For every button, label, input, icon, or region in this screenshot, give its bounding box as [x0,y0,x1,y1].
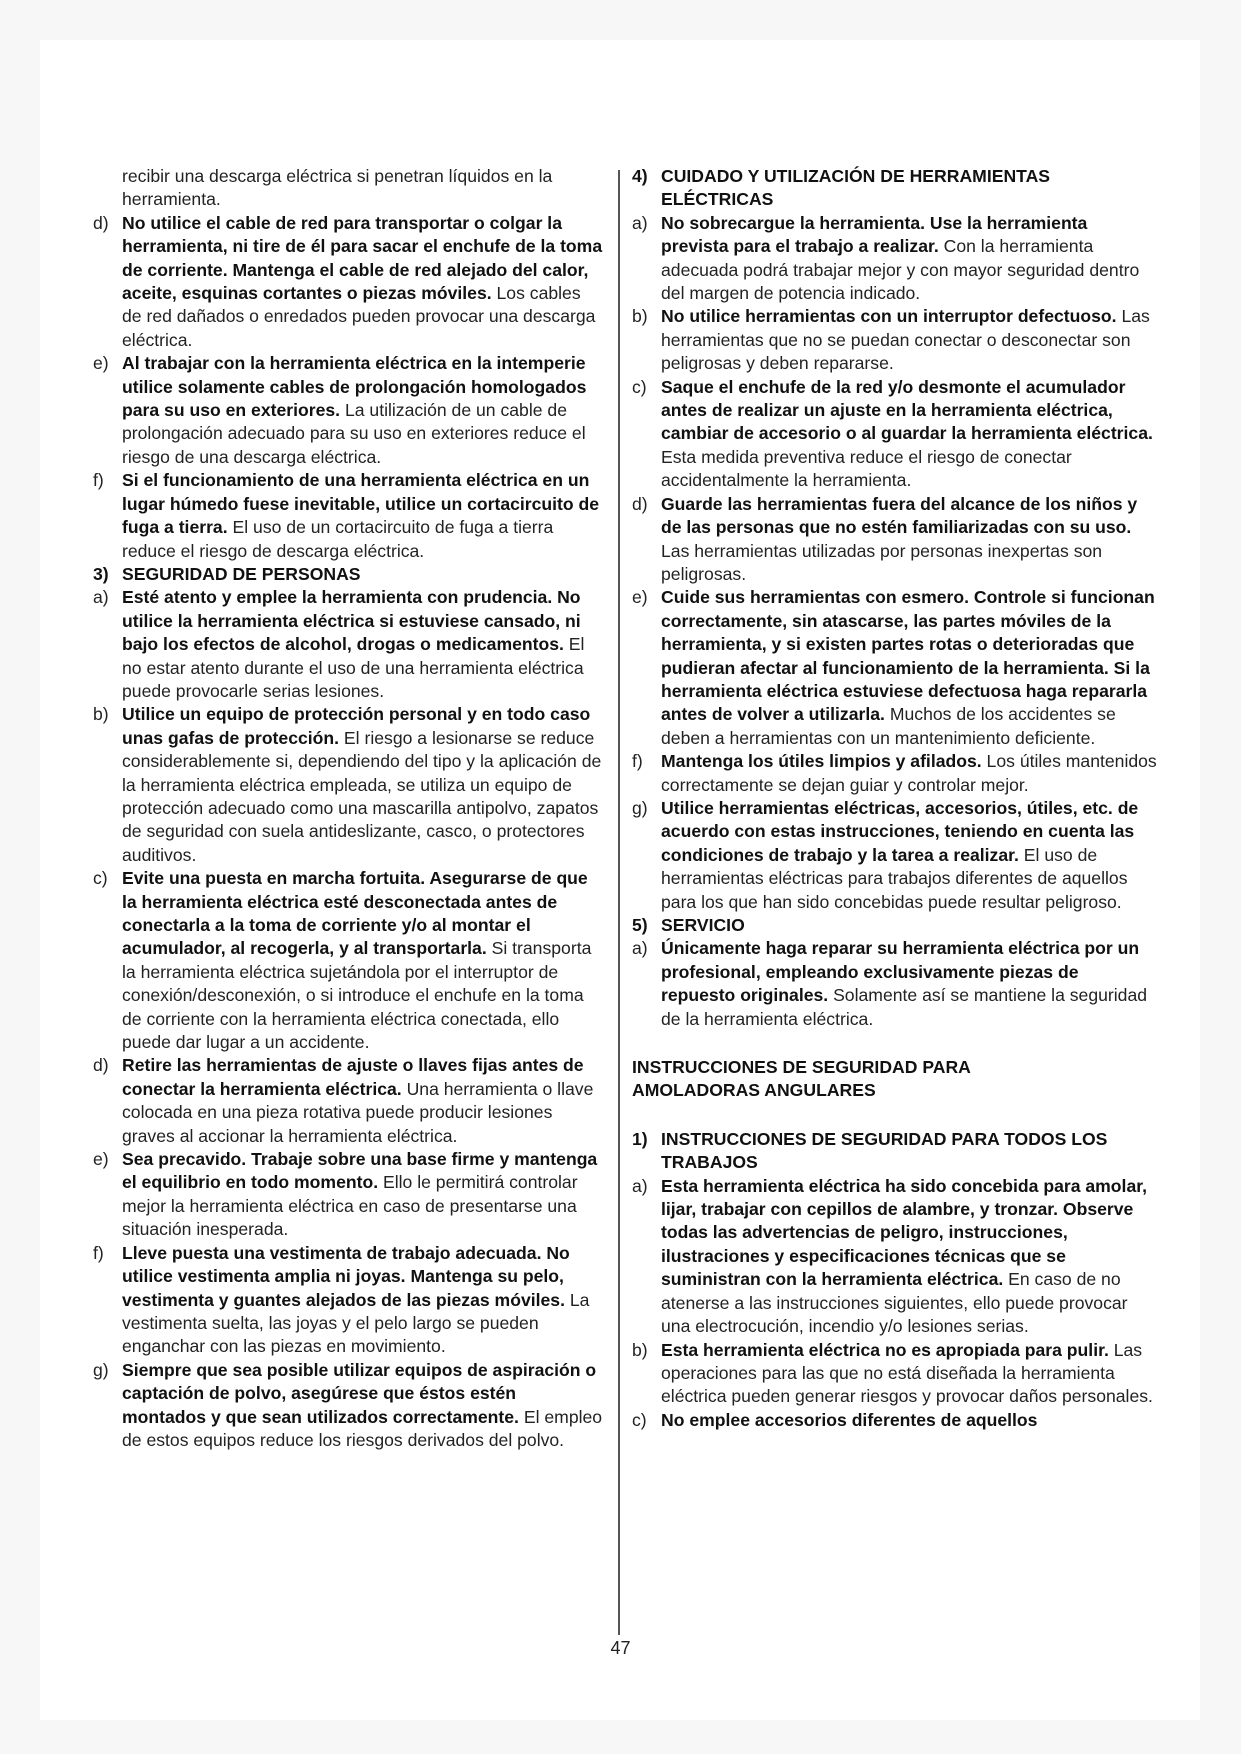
list-item: a) No sobrecargue la herramienta. Use la herramienta prevista para el trabajo a realizar. Con la herramienta adecuada podrá trabajar mejor y con mayor seguridad dentro del margen de potencia indicado. [632,212,1140,304]
list-item: a) Esté atento y emplee la herramienta con prudencia. No utilice la herramienta eléctrica si estuviese cansado, ni bajo los efectos de alcohol, drogas o medicamentos. El no estar atento durante el uso de una herramienta eléctrica puede provocarle serias lesiones. [93,587,585,701]
list-item: d) Retire las herramientas de ajuste o llaves fijas antes de conectar la herramienta eléctrica. Una herramienta o llave colocada en una pieza rotativa puede producir lesiones graves al accionar la herramienta eléctrica. [93,1055,594,1146]
left-column [93,165,603,1452]
continuation-text: recibir una descarga eléctrica si penetran líquidos en la herramienta. [122,166,553,210]
main-heading: INSTRUCCIONES DE SEGURIDAD PARA AMOLADORAS ANGULARES [632,1057,971,1101]
list-item: f) Mantenga los útiles limpios y afilados. Los útiles mantenidos correctamente se dejan guiar y controlar mejor. [632,751,1157,795]
right-column [632,165,1157,1432]
column-divider [618,170,620,1635]
spacer [632,1031,1157,1056]
list-item: g) Utilice herramientas eléctricas, accesorios, útiles, etc. de acuerdo con estas instrucciones, teniendo en cuenta las condiciones de trabajo y la tarea a realizar. El uso de herramientas eléctricas para trabajos diferentes de aquellos para los que han sido concebidas puede resultar peligroso. [632,797,1139,912]
list-item: f) Lleve puesta una vestimenta de trabajo adecuada. No utilice vestimenta amplia ni joyas. Mantenga su pelo, vestimenta y guantes alejados de las piezas móviles. La vestimenta suelta, las joyas y el pelo largo se pueden enganchar con las piezas en movimiento. [93,1242,590,1357]
spacer [632,1103,1157,1128]
list-item: b) Utilice un equipo de protección personal y en todo caso unas gafas de protección. El riesgo a lesionarse se reduce considerablemente si, dependiendo del tipo y la aplicación de la herramienta eléctrica empleada, se utiliza un equipo de protección adecuado como una mascarilla antipolvo, zapatos de seguridad con suela antideslizante, casco, o protectores auditivos. [93,704,602,865]
list-item: g) Siempre que sea posible utilizar equipos de aspiración o captación de polvo, asegúrese que éstos estén montados y que sean utilizados correctamente. El empleo de estos equipos reduce los riesgos derivados del polvo. [93,1359,603,1450]
list-item: d) No utilice el cable de red para transportar o colgar la herramienta, ni tire de él para sacar el enchufe de la toma de corriente. Mantenga el cable de red alejado del calor, aceite, esquinas cortantes o piezas móviles. Los cables de red dañados o enredados pueden provocar una descarga eléctrica. [93,212,603,350]
list-item: f) Si el funcionamiento de una herramienta eléctrica en un lugar húmedo fuese inevitable, utilice un cortacircuito de fuga a tierra. El uso de un cortacircuito de fuga a tierra reduce el riesgo de descarga eléctrica. [93,470,600,561]
list-item: e) Cuide sus herramientas con esmero. Controle si funcionan correctamente, sin atascarse, las partes móviles de la herramienta, y si existen partes rotas o deterioradas que pudieran afectar al funcionamiento de la herramienta. Si la herramienta eléctrica estuviese defectuosa haga repararla antes de volver a utilizarla. Muchos de los accidentes se deben a herramientas con un mantenimiento deficiente. [632,587,1155,748]
section-heading: 1) INSTRUCCIONES DE SEGURIDAD PARA TODOS LOS TRABAJOS [632,1128,1108,1173]
list-item: c) Evite una puesta en marcha fortuita. Asegurarse de que la herramienta eléctrica esté desconectada antes de conectarla a la toma de corriente y/o al montar el acumulador, al recogerla, y al transportarla. Si transporta la herramienta eléctrica sujetándola por el interruptor de conexión/desconexión, o si introduce el enchufe en la toma de corriente con la herramienta eléctrica conectada, ello puede dar lugar a un accidente. [93,868,592,1053]
list-item: d) Guarde las herramientas fuera del alcance de los niños y de las personas que no estén familiarizadas con su uso. Las herramientas utilizadas por personas inexpertas son peligrosas. [632,493,1138,584]
list-item: a) Esta herramienta eléctrica ha sido concebida para amolar, lijar, trabajar con cepillos de alambre, y tronzar. Observe todas las advertencias de peligro, instrucciones, ilustraciones y especificaciones técnicas que se suministran con la herramienta eléctrica. En caso de no atenerse a las instrucciones siguientes, ello puede provocar una electrocución, incendio y/o lesiones serias. [632,1175,1147,1337]
list-item: e) Sea precavido. Trabaje sobre una base firme y mantenga el equilibrio en todo momento. Ello le permitirá controlar mejor la herramienta eléctrica en caso de presentarse una situación inesperada. [93,1149,598,1240]
section-heading: 5) SERVICIO [632,915,745,935]
list-item: e) Al trabajar con la herramienta eléctrica en la intemperie utilice solamente cables de prolongación homologados para su uso en exteriores. La utilización de un cable de prolongación adecuado para su uso en exteriores reduce el riesgo de una descarga eléctrica. [93,353,587,467]
list-item: c) Saque el enchufe de la red y/o desmonte el acumulador antes de realizar un ajuste en la herramienta eléctrica, cambiar de accesorio o al guardar la herramienta eléctrica. Esta medida preventiva reduce el riesgo de conectar accidentalmente la herramienta. [632,376,1153,491]
list-item: b) No utilice herramientas con un interruptor defectuoso. Las herramientas que no se puedan conectar o desconectar son peligrosas y deben repararse. [632,306,1150,374]
list-item: a) Únicamente haga reparar su herramienta eléctrica por un profesional, empleando exclusivamente piezas de repuesto originales. Solamente así se mantiene la seguridad de la herramienta eléctrica. [632,938,1148,1029]
section-heading: 4) CUIDADO Y UTILIZACIÓN DE HERRAMIENTAS ELÉCTRICAS [632,166,1051,210]
list-item: b) Esta herramienta eléctrica no es apropiada para pulir. Las operaciones para las que no está diseñada la herramienta eléctrica pueden generar riesgos y provocar daños personales. [632,1339,1153,1407]
section-heading: 3) SEGURIDAD DE PERSONAS [93,563,361,584]
page-number: 47 [610,1638,631,1658]
list-item: c) No emplee accesorios diferentes de aquellos [632,1409,1038,1430]
